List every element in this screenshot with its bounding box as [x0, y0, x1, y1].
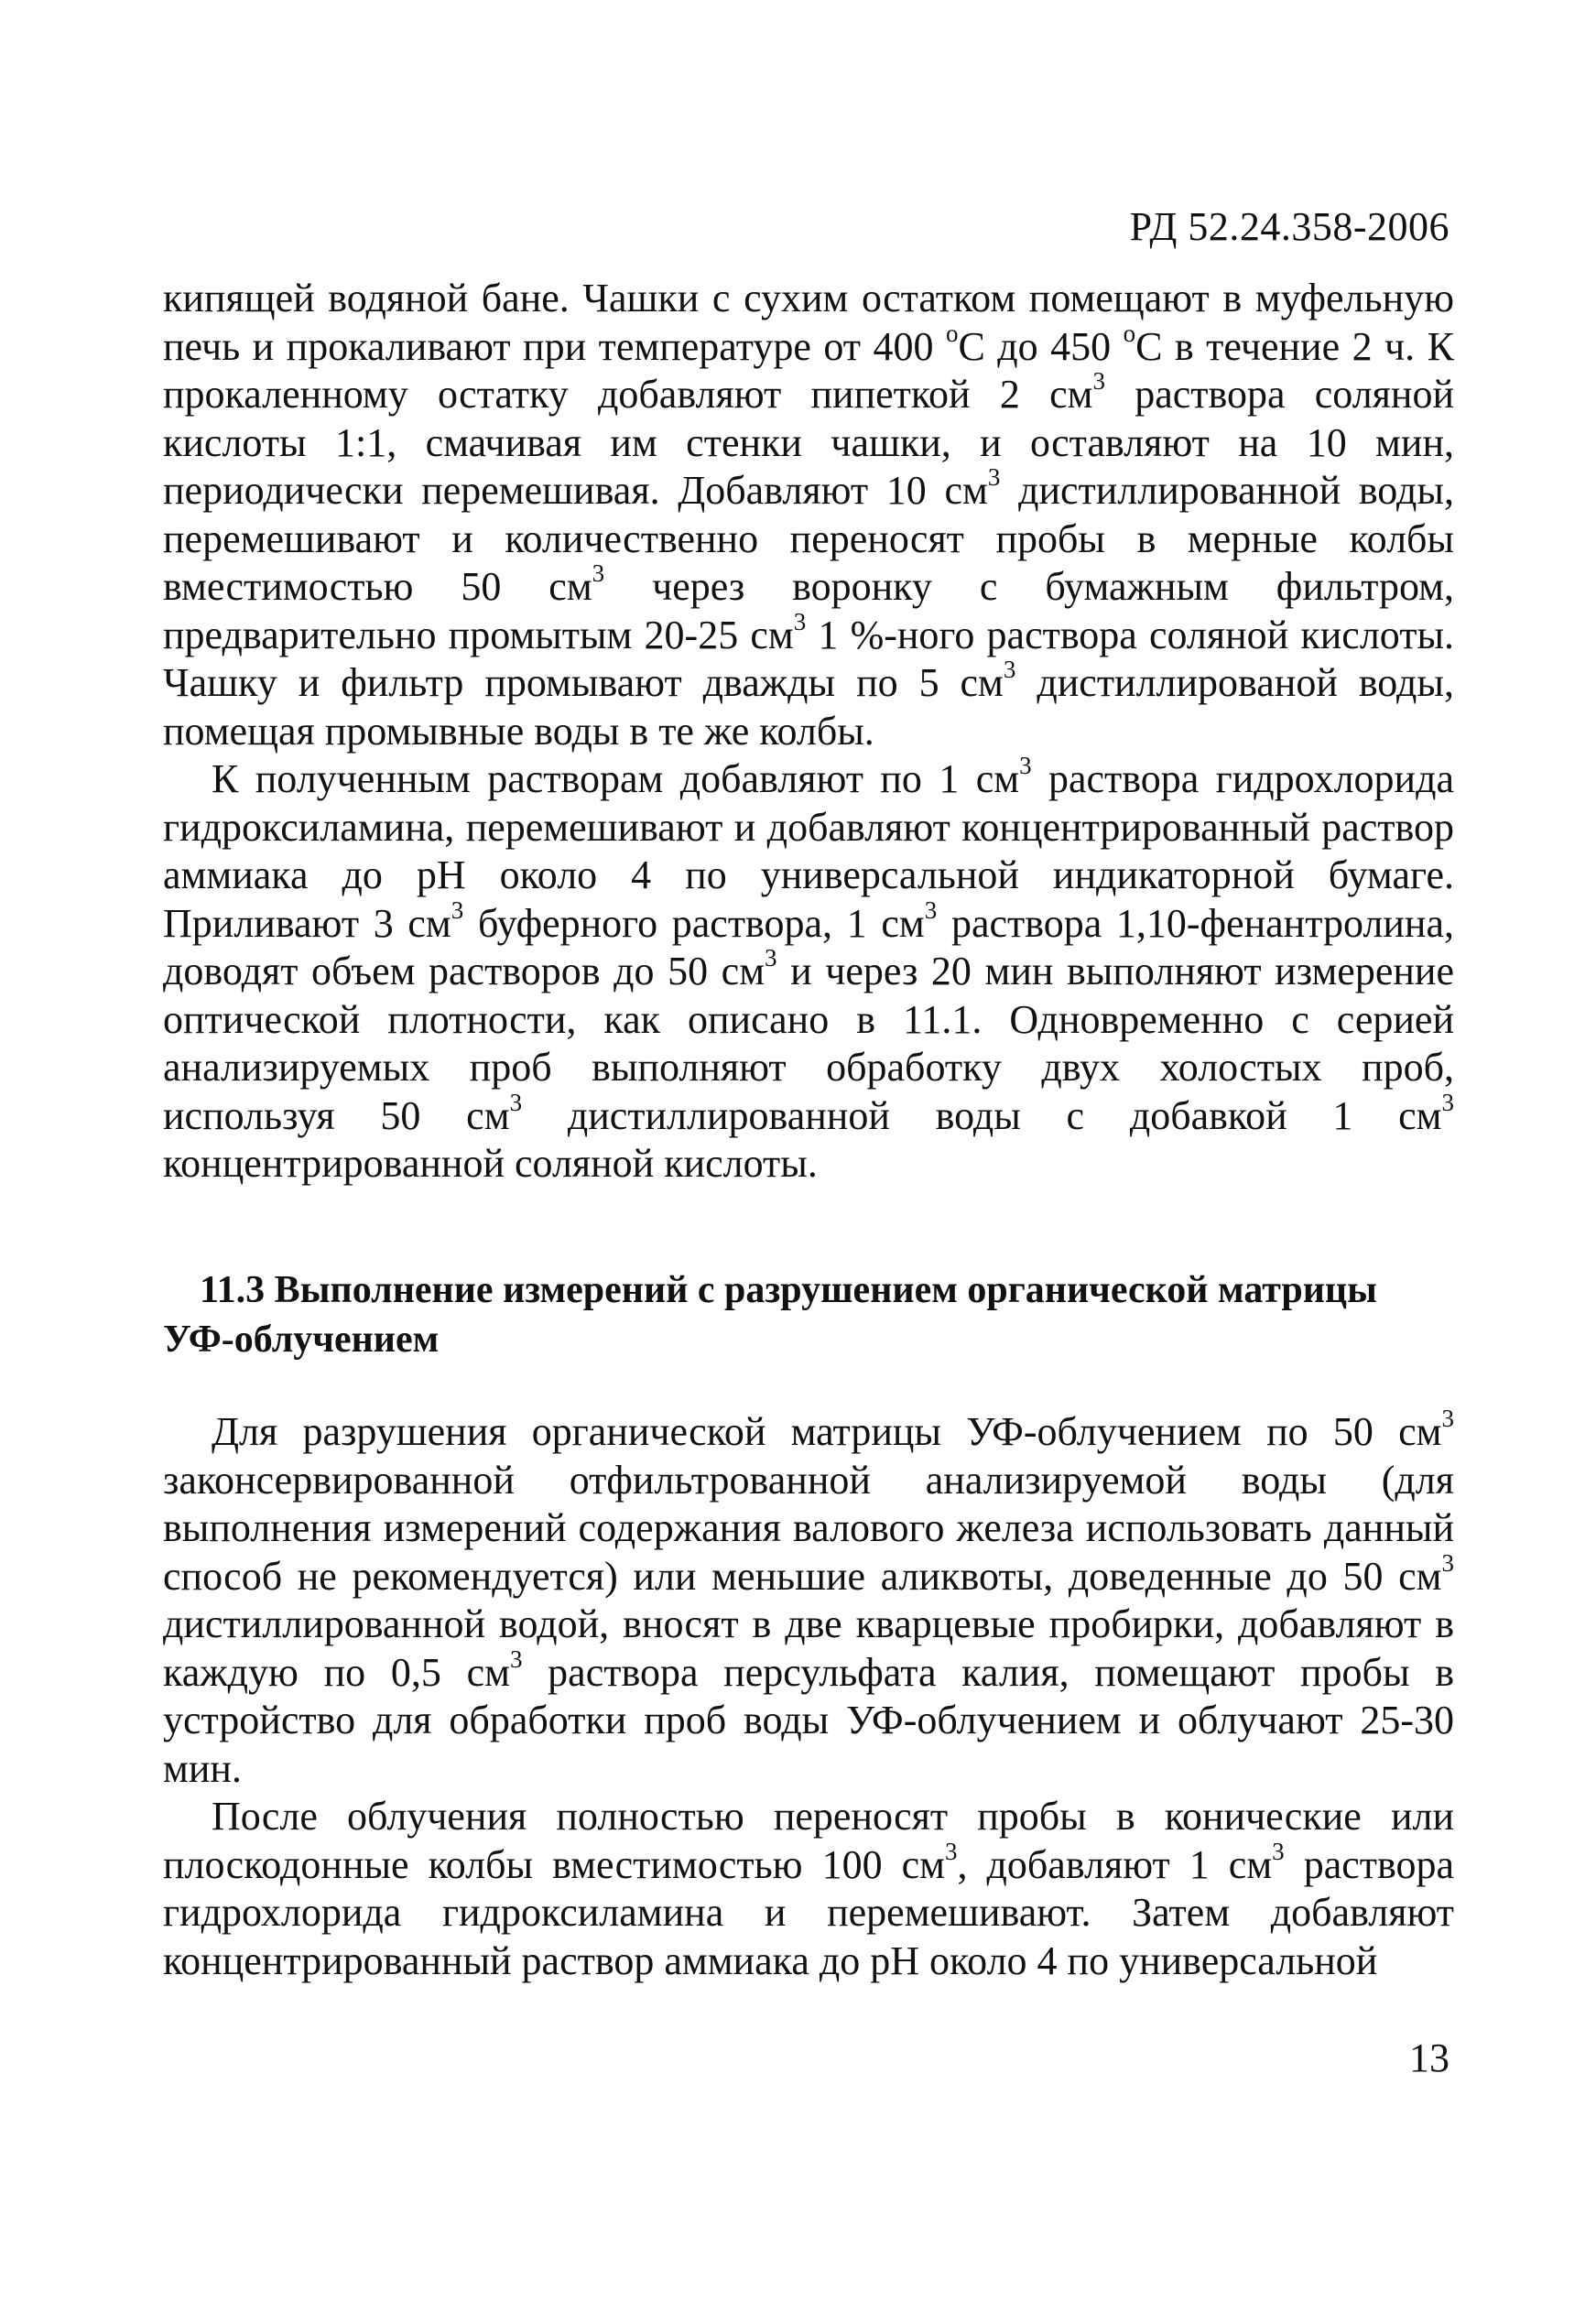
text-run: буферного раствора, 1 см	[463, 900, 925, 946]
superscript: о	[1123, 319, 1136, 347]
superscript: 3	[944, 1837, 958, 1865]
text-run: С до 450	[958, 323, 1124, 369]
text-run: 1 %-ного раствора соляной кислоты. Чашку и фильтр промывают дважды по 5 см	[163, 612, 1455, 705]
paragraph	[163, 275, 1454, 755]
superscript: 3	[793, 607, 807, 635]
text-run: дистиллированной воды с добавкой 1 см	[522, 1092, 1442, 1138]
page-number: 13	[1409, 2035, 1449, 2080]
superscript: 3	[1441, 1088, 1454, 1116]
body-text-block	[163, 275, 1454, 1188]
superscript: 3	[509, 1644, 523, 1673]
superscript: 3	[1441, 1404, 1454, 1432]
text-run: раствора персульфата калия, помещают пробы в устройство для обработки проб воды УФ-облучением и облучают 25-30 мин.	[163, 1649, 1454, 1791]
text-run: , добавляют 1 см	[957, 1841, 1273, 1887]
text-run: и через 20 мин выполняют измерение оптической плотности, как описано в 11.1. Одновременно с серией анализируемых проб выполняют обработку двух холостых проб, используя 50 см	[163, 949, 1454, 1138]
superscript: 3	[509, 1088, 523, 1116]
superscript: 3	[924, 895, 938, 924]
text-run: раствора гидрохлорида гидроксиламина и перемешивают. Затем добавляют концентрированный раствор аммиака до pH около 4 по универсальной	[163, 1841, 1454, 1983]
superscript: 3	[451, 895, 464, 924]
text-run: концентрированной соляной кислоты.	[163, 1141, 818, 1186]
superscript: 3	[1003, 655, 1016, 683]
section-heading: 11.3 Выполнение измерений с разрушением органической матрицы УФ-облучением	[163, 1269, 1377, 1361]
paragraph	[163, 1404, 1454, 1793]
text-run: К полученным растворам добавляют по 1 см	[212, 756, 1020, 801]
text-run: законсервированной отфильтрованной анализируемой воды (для выполнения измерений содержания валового железа использовать данный способ не рекомендуется) или меньшие аликвоты, доведенные до 50 см	[163, 1457, 1454, 1599]
text-run: через воронку с бумажным фильтром, предварительно промытым 20-25 см	[163, 564, 1454, 657]
text-run: дистиллированной водой, вносят в две кварцевые пробирки, добавляют в каждую по 0,5 см	[163, 1601, 1454, 1695]
superscript: 3	[1441, 1548, 1454, 1577]
text-run: После облучения полностью переносят пробы в конические или плоскодонные колбы вместимостью 100 см	[163, 1794, 1454, 1887]
paragraph	[163, 1793, 1454, 1985]
text-run: кипящей водяной бане. Чашки с сухим остатком помещают в муфельную печь и прокаливают при температуре от 400	[163, 276, 1454, 369]
body-text-block	[163, 1404, 1454, 1985]
text-run: раствора гидрохлорида гидроксиламина, перемешивают и добавляют концентрированный раствор аммиака до pH около 4 по универсальной индикаторной бумаге. Приливают 3 см	[163, 756, 1454, 946]
superscript: 3	[1272, 1837, 1285, 1865]
superscript: 3	[1019, 751, 1032, 779]
superscript: 3	[765, 943, 777, 971]
paragraph	[163, 751, 1454, 1188]
superscript: 3	[987, 462, 1001, 491]
text-run: раствора соляной кислоты 1:1, смачивая им стенки чашки, и оставляют на 10 мин, периодически перемешивая. Добавляют 10 см	[163, 372, 1455, 513]
text-run: раствора 1,10-фенантролина, доводят объем растворов до 50 см	[163, 900, 1454, 993]
superscript: о	[945, 319, 959, 347]
text-run: дистиллированной воды, перемешивают и количественно переносят пробы в мерные колбы вместимостью 50 см	[163, 468, 1454, 609]
superscript: 3	[592, 559, 605, 587]
superscript: 3	[1092, 366, 1105, 395]
text-run: С в течение 2 ч. К прокаленному остатку добавляют пипеткой 2 см	[163, 323, 1454, 417]
document-code: РД 52.24.358-2006	[1129, 204, 1449, 249]
text-run: Для разрушения органической матрицы УФ-облучением по 50 см	[212, 1409, 1442, 1454]
text-run: дистиллированой воды, помещая промывные воды в те же колбы.	[163, 660, 1454, 754]
